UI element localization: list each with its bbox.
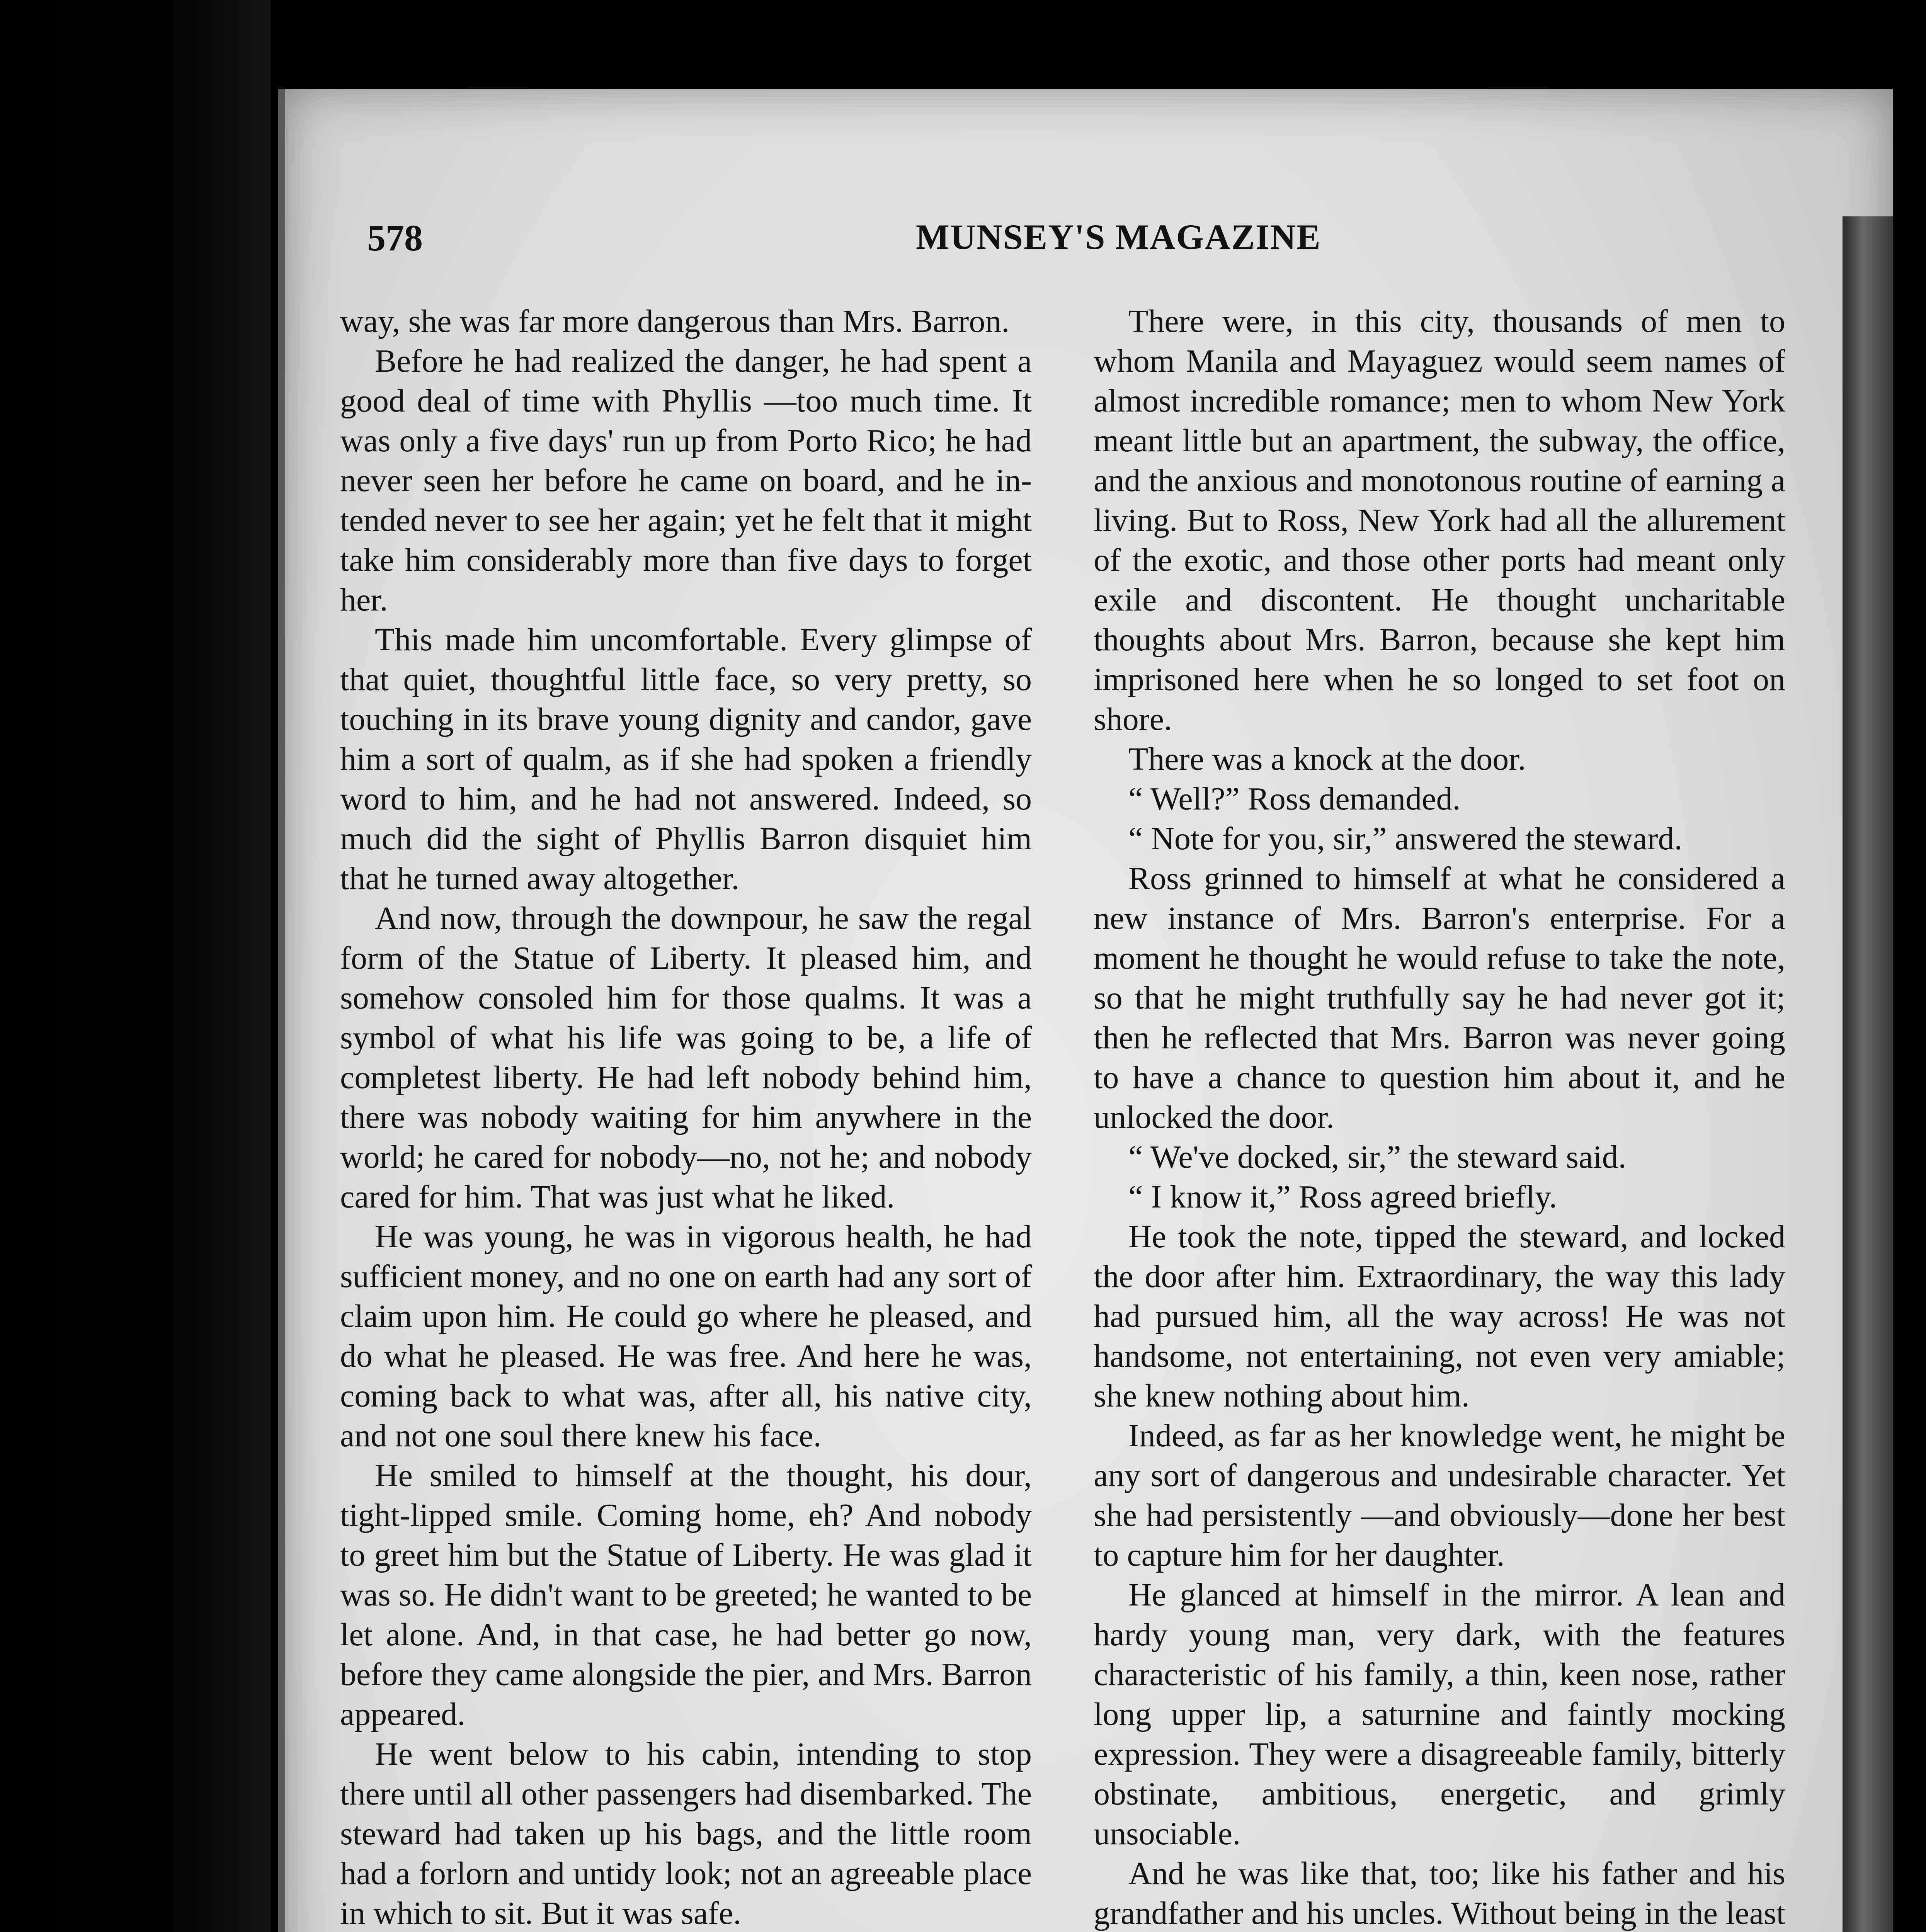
paragraph: Ross grinned to himself at what he considered a new instance of Mrs. Barron's enterprise. For a moment he thought he would refuse to take the note, so that he might truthfully say he had never got it; then he reflected that Mrs. Barron was never going to have a chance to question him about it, and he unlocked the door. — [1094, 861, 1785, 1135]
running-head: MUNSEY'S MAGAZINE — [916, 217, 1321, 257]
paragraph: way, she was far more dangerous than Mrs. Barron. — [340, 303, 1010, 339]
right-column — [1094, 301, 1785, 1932]
paragraph: He glanced at himself in the mirror. A lean and hardy young man, very dark, with the features characteristic of his family, a thin, keen nose, rather long upper lip, a saturnine and faintly mocking expression. They were a disagreeable family, bitterly obstinate, ambitious, energetic, and grimly unsociable. — [1094, 1577, 1785, 1852]
paragraph: Before he had realized the danger, he had spent a good deal of time with Phyllis —too much time. It was only a five days' run up from Porto Rico; he had never seen her before he came on board, and he intended never to see her again; yet he felt that it might take him considerably more than five days to forget her. — [340, 343, 1032, 618]
paragraph: He took the note, tipped the steward, and locked the door after him. Extraordinary, the way this lady had pursued him, all the way across! He was not handsome, not entertaining, not even very amiable; she knew nothing about him. — [1094, 1219, 1785, 1414]
paragraph: He smiled to himself at the thought, his dour, tight-lipped smile. Coming home, eh? And nobody to greet him but the Statue of Liberty. He was glad it was so. He didn't want to be greeted; he wanted to be let alone. And, in that case, he had better go now, before they came alongside the pier, and Mrs. Barron appeared. — [340, 1458, 1032, 1732]
paragraph: This made him uncomfortable. Every glimpse of that quiet, thoughtful little face, so very pretty, so touching in its brave young dignity and candor, gave him a sort of qualm, as if she had spoken a friendly word to him, and he had not answered. Indeed, so much did the sight of Phyllis Barron disquiet him that he turned away altogether. — [340, 622, 1032, 896]
paragraph: “ Note for you, sir,” answered the steward. — [1128, 821, 1683, 857]
next-page-edge — [1843, 216, 1893, 1932]
page-number: 578 — [367, 217, 423, 259]
paragraph: There was a knock at the door. — [1128, 741, 1526, 777]
paragraph: There were, in this city, thousands of men to whom Manila and Mayaguez would seem names of almost incredible romance; men to whom New York meant little but an apartment, the subway, the office, and the anxious and monotonous routine of earning a living. But to Ross, New York had all the allurement of the exotic, and those other ports had meant only exile and discontent. He thought uncharitable thoughts about Mrs. Barron, because she kept him imprisoned here when he so longed to set foot on shore. — [1094, 303, 1785, 737]
page-header — [367, 216, 1797, 270]
paragraph: He went below to his cabin, intending to stop there until all other passengers had disembarked. The steward had taken up his bags, and the little room had a forlorn and untidy look; not an agreeable place in which to sit. But it was safe. — [340, 1736, 1032, 1931]
paragraph: Indeed, as far as her knowledge went, he might be any sort of dangerous and undesirable character. Yet she had persistently —and obviously—done her best to capture him for her daughter. — [1094, 1418, 1785, 1573]
left-column — [340, 301, 1032, 1932]
book-gutter-shadow — [0, 0, 271, 1932]
paragraph: “ We've docked, sir,” the steward said. — [1128, 1139, 1627, 1175]
paragraph: “ I know it,” Ross agreed briefly. — [1128, 1179, 1557, 1215]
paragraph: And now, through the downpour, he saw the regal form of the Statue of Liberty. It pleased him, and somehow consoled him for those qualms. It was a symbol of what his life was going to be, a life of completest liberty. He had left nobody behind him, there was nobody waiting for him anywhere in the world; he cared for nobody—no, not he; and nobody cared for him. That was just what he liked. — [340, 900, 1032, 1215]
paragraph: And he was like that, too; like his father and his grandfather and his uncles. Without being in the least — [1094, 1855, 1785, 1931]
paragraph: He was young, he was in vigorous health, he had sufficient money, and no one on earth had any sort of claim upon him. He could go where he pleased, and do what he pleased. He was free. And here he was, coming back to what was, after all, his native city, and not one soul there knew his face. — [340, 1219, 1032, 1454]
paragraph: “ Well?” Ross demanded. — [1128, 781, 1461, 817]
